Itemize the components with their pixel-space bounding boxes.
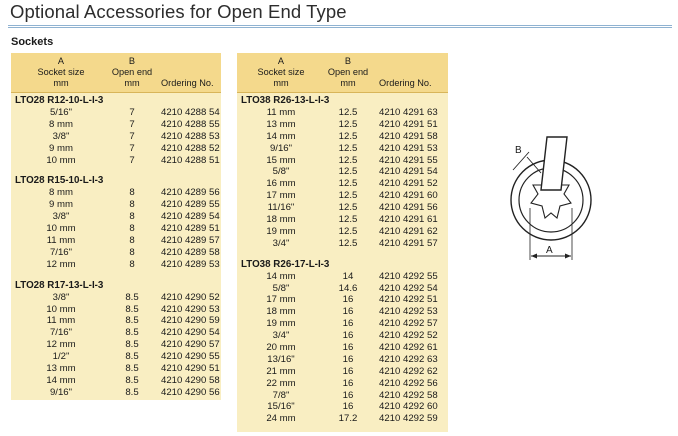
socket-size-cell: 1/2"	[52, 351, 70, 363]
ordering-no-cell: 4210 4291 55	[379, 154, 438, 166]
table-row	[11, 315, 221, 327]
col-a-label: A	[57, 56, 65, 66]
socket-size-cell: 5/8"	[272, 166, 290, 178]
socket-size-cell: 3/8"	[52, 291, 70, 303]
open-end-cell: 8.5	[125, 351, 139, 363]
table-row	[237, 178, 448, 190]
table-row	[237, 366, 448, 378]
table-row	[237, 401, 448, 413]
table-row	[11, 363, 221, 375]
table-row	[11, 143, 221, 155]
table-row	[11, 223, 221, 235]
socket-size-cell: 3/8"	[52, 211, 70, 223]
open-end-cell: 8	[129, 223, 135, 235]
open-end-cell: 8	[129, 235, 135, 247]
col-b-label: B	[128, 56, 136, 66]
col-ordering-header: Ordering No.	[161, 78, 214, 88]
ordering-no-cell: 4210 4290 55	[161, 351, 220, 363]
socket-size-cell: 10 mm	[46, 303, 76, 315]
open-end-cell: 8.5	[125, 327, 139, 339]
ordering-no-cell: 4210 4291 58	[379, 130, 438, 142]
socket-size-cell: 3/4"	[272, 237, 290, 249]
ordering-no-cell: 4210 4288 55	[161, 118, 220, 130]
table-row	[237, 226, 448, 238]
ordering-no-cell: 4210 4290 56	[161, 386, 220, 398]
col-b-sub2: mm	[124, 77, 140, 88]
socket-size-cell: 15 mm	[266, 154, 296, 166]
open-end-cell: 7	[129, 107, 135, 118]
group-gap	[11, 271, 221, 278]
socket-size-cell: 14 mm	[266, 270, 296, 282]
socket-size-cell: 17 mm	[266, 294, 296, 306]
open-end-cell: 12.5	[338, 237, 358, 249]
table-row	[11, 119, 221, 131]
open-end-cell: 8	[129, 211, 135, 223]
right-table	[237, 53, 448, 432]
open-end-cell: 12.5	[338, 142, 358, 154]
open-end-cell: 8	[129, 246, 135, 258]
ordering-no-cell: 4210 4289 54	[161, 211, 220, 223]
open-end-cell: 12.5	[338, 118, 358, 130]
section-heading: Sockets	[11, 36, 54, 48]
socket-size-cell: 7/8"	[272, 389, 290, 401]
open-end-cell: 7	[129, 142, 135, 154]
ordering-no-cell: 4210 4290 59	[161, 315, 220, 327]
col-b-header	[321, 56, 375, 88]
socket-size-cell: 7/16"	[49, 327, 73, 339]
socket-size-cell: 9 mm	[49, 199, 73, 211]
ordering-no-cell: 4210 4292 57	[379, 318, 438, 330]
ordering-no-cell: 4210 4288 54	[161, 107, 220, 118]
ordering-no-cell: 4210 4292 58	[379, 389, 438, 401]
socket-size-cell: 12 mm	[46, 258, 76, 270]
ordering-no-cell: 4210 4291 57	[379, 237, 438, 249]
socket-size-cell: 3/4"	[272, 330, 290, 342]
model-title: LTO38 R26-13-L-I-3	[241, 95, 330, 106]
open-end-cell: 12.5	[338, 166, 358, 178]
col-ordering-header: Ordering No.	[379, 78, 432, 88]
open-end-cell: 16	[342, 318, 354, 330]
ordering-no-cell: 4210 4292 53	[379, 306, 438, 318]
socket-size-cell: 10 mm	[46, 154, 76, 166]
table-row	[11, 247, 221, 259]
open-end-cell: 8	[129, 199, 135, 211]
ordering-no-cell: 4210 4291 63	[379, 107, 438, 118]
open-end-cell: 16	[342, 342, 354, 354]
socket-size-cell: 18 mm	[266, 214, 296, 226]
table-row	[237, 119, 448, 131]
open-end-cell: 14	[342, 270, 354, 282]
table-row	[237, 283, 448, 295]
table-row	[11, 304, 221, 316]
ordering-no-cell: 4210 4291 61	[379, 214, 438, 226]
col-a-sub1: Socket size	[37, 66, 85, 77]
table-row	[11, 131, 221, 143]
table-row	[237, 354, 448, 366]
table-row	[237, 143, 448, 155]
model-title: LTO28 R12-10-L-I-3	[15, 95, 104, 106]
socket-size-cell: 5/16"	[49, 107, 73, 118]
open-end-cell: 8.5	[125, 315, 139, 327]
table-row	[237, 318, 448, 330]
socket-size-cell: 9/16"	[269, 142, 293, 154]
socket-size-cell: 11 mm	[46, 315, 76, 327]
ordering-no-cell: 4210 4290 57	[161, 339, 220, 351]
col-b-sub2: mm	[340, 77, 356, 88]
table-row	[237, 390, 448, 402]
socket-size-cell: 13/16"	[267, 353, 295, 365]
open-end-cell: 16	[342, 389, 354, 401]
ordering-no-cell: 4210 4290 54	[161, 327, 220, 339]
ordering-no-cell: 4210 4290 58	[161, 374, 220, 386]
table-row	[237, 131, 448, 143]
table-row	[11, 155, 221, 167]
col-b-sub1: Open end	[327, 66, 369, 77]
table-row	[237, 190, 448, 202]
open-end-cell: 12.5	[338, 130, 358, 142]
ordering-no-cell: 4210 4289 55	[161, 199, 220, 211]
open-end-cell: 12.5	[338, 214, 358, 226]
socket-size-cell: 12 mm	[46, 339, 76, 351]
table-row	[237, 238, 448, 250]
open-end-cell: 8	[129, 187, 135, 199]
col-b-header	[105, 56, 159, 88]
open-end-cell: 17.2	[338, 413, 358, 425]
left-table-body	[11, 94, 221, 399]
ordering-no-cell: 4210 4288 51	[161, 154, 220, 166]
socket-size-cell: 15/16"	[267, 401, 295, 413]
ordering-no-cell: 4210 4291 53	[379, 142, 438, 154]
table-header	[11, 53, 221, 93]
col-a-header	[17, 56, 105, 88]
open-end-cell: 16	[342, 377, 354, 389]
table-row	[237, 271, 448, 283]
socket-size-cell: 10 mm	[46, 223, 76, 235]
socket-diagram	[505, 135, 615, 260]
col-b-label: B	[344, 56, 352, 66]
col-a-sub1: Socket size	[257, 66, 305, 77]
open-end-cell: 12.5	[338, 178, 358, 190]
ordering-no-cell: 4210 4289 51	[161, 223, 220, 235]
open-end-cell: 8.5	[125, 291, 139, 303]
ordering-no-cell: 4210 4290 53	[161, 303, 220, 315]
ordering-no-cell: 4210 4291 51	[379, 118, 438, 130]
open-end-cell: 16	[342, 365, 354, 377]
table-row	[237, 330, 448, 342]
ordering-no-cell: 4210 4290 52	[161, 291, 220, 303]
open-end-cell: 12.5	[338, 190, 358, 202]
ordering-no-cell: 4210 4292 60	[379, 401, 438, 413]
open-end-cell: 16	[342, 306, 354, 318]
table-row	[11, 327, 221, 339]
socket-size-cell: 14 mm	[266, 130, 296, 142]
socket-size-cell: 9 mm	[49, 142, 73, 154]
socket-size-cell: 17 mm	[266, 190, 296, 202]
table-row	[11, 339, 221, 351]
open-slot-icon	[541, 137, 567, 190]
table-row	[11, 375, 221, 387]
table-row	[11, 107, 221, 119]
table-row	[11, 211, 221, 223]
socket-size-cell: 13 mm	[46, 363, 76, 375]
table-row	[11, 187, 221, 199]
table-row	[237, 155, 448, 167]
open-end-cell: 8.5	[125, 386, 139, 398]
ordering-no-cell: 4210 4292 51	[379, 294, 438, 306]
socket-size-cell: 16 mm	[266, 178, 296, 190]
table-row	[237, 342, 448, 354]
table-row	[237, 166, 448, 178]
open-end-cell: 16	[342, 401, 354, 413]
ordering-no-cell: 4210 4288 52	[161, 142, 220, 154]
table-row	[237, 202, 448, 214]
label-a: A	[546, 245, 553, 256]
ordering-no-cell: 4210 4291 62	[379, 225, 438, 237]
socket-size-cell: 19 mm	[266, 318, 296, 330]
open-end-cell: 8.5	[125, 374, 139, 386]
open-end-cell: 7	[129, 130, 135, 142]
ordering-no-cell: 4210 4292 62	[379, 365, 438, 377]
ordering-no-cell: 4210 4292 56	[379, 377, 438, 389]
socket-size-cell: 8 mm	[49, 187, 73, 199]
open-end-cell: 7	[129, 154, 135, 166]
table-row	[11, 351, 221, 363]
ordering-no-cell: 4210 4291 60	[379, 190, 438, 202]
right-table-body	[237, 94, 448, 425]
open-end-cell: 12.5	[338, 202, 358, 214]
ordering-no-cell: 4210 4292 59	[379, 413, 438, 425]
open-end-cell: 14.6	[338, 282, 358, 294]
table-row	[237, 294, 448, 306]
page-title: Optional Accessories for Open End Type	[10, 1, 347, 22]
title-rule	[8, 25, 672, 28]
socket-size-cell: 5/8"	[272, 282, 290, 294]
socket-size-cell: 19 mm	[266, 225, 296, 237]
socket-size-cell: 11 mm	[46, 235, 76, 247]
ordering-no-cell: 4210 4289 57	[161, 235, 220, 247]
group-gap	[237, 250, 448, 257]
table-row	[237, 107, 448, 119]
socket-size-cell: 18 mm	[266, 306, 296, 318]
socket-size-cell: 14 mm	[46, 374, 76, 386]
col-b-sub1: Open end	[111, 66, 153, 77]
ordering-no-cell: 4210 4291 56	[379, 202, 438, 214]
ordering-no-cell: 4210 4289 58	[161, 246, 220, 258]
open-end-cell: 12.5	[338, 107, 358, 118]
socket-size-cell: 22 mm	[266, 377, 296, 389]
table-row	[11, 199, 221, 211]
ordering-no-cell: 4210 4292 63	[379, 353, 438, 365]
socket-size-cell: 13 mm	[266, 118, 296, 130]
open-end-cell: 8.5	[125, 303, 139, 315]
socket-size-cell: 11/16"	[267, 202, 295, 214]
socket-size-cell: 3/8"	[52, 130, 70, 142]
col-a-header	[237, 56, 325, 88]
table-row	[11, 292, 221, 304]
open-end-cell: 8.5	[125, 363, 139, 375]
open-end-cell: 8	[129, 258, 135, 270]
open-end-cell: 8.5	[125, 339, 139, 351]
ordering-no-cell: 4210 4292 52	[379, 330, 438, 342]
socket-size-cell: 9/16"	[49, 386, 73, 398]
model-title: LTO38 R26-17-L-I-3	[241, 258, 330, 270]
table-row	[237, 413, 448, 425]
open-end-cell: 12.5	[338, 225, 358, 237]
col-a-label: A	[277, 56, 285, 66]
table-row	[237, 214, 448, 226]
open-end-cell: 16	[342, 294, 354, 306]
socket-size-cell: 24 mm	[266, 413, 296, 425]
open-end-cell: 12.5	[338, 154, 358, 166]
table-row	[11, 387, 221, 399]
ordering-no-cell: 4210 4290 51	[161, 363, 220, 375]
table-row	[237, 306, 448, 318]
table-header	[237, 53, 448, 93]
table-row	[237, 378, 448, 390]
col-a-sub2: mm	[273, 77, 289, 88]
open-end-cell: 7	[129, 118, 135, 130]
open-end-cell: 16	[342, 330, 354, 342]
group-gap	[11, 166, 221, 173]
open-end-cell: 16	[342, 353, 354, 365]
model-title: LTO28 R15-10-L-I-3	[15, 175, 104, 187]
socket-size-cell: 7/16"	[49, 246, 73, 258]
ordering-no-cell: 4210 4289 53	[161, 258, 220, 270]
label-b: B	[515, 145, 522, 156]
socket-size-cell: 20 mm	[266, 342, 296, 354]
ordering-no-cell: 4210 4289 56	[161, 187, 220, 199]
ordering-no-cell: 4210 4288 53	[161, 130, 220, 142]
col-a-sub2: mm	[53, 77, 69, 88]
ordering-no-cell: 4210 4292 61	[379, 342, 438, 354]
model-title: LTO28 R17-13-L-I-3	[15, 279, 104, 291]
table-row	[11, 235, 221, 247]
socket-size-cell: 11 mm	[266, 107, 296, 118]
ordering-no-cell: 4210 4292 55	[379, 270, 438, 282]
socket-size-cell: 8 mm	[49, 118, 73, 130]
left-table	[11, 53, 221, 400]
ordering-no-cell: 4210 4291 52	[379, 178, 438, 190]
ordering-no-cell: 4210 4292 54	[379, 282, 438, 294]
socket-size-cell: 21 mm	[266, 365, 296, 377]
ordering-no-cell: 4210 4291 54	[379, 166, 438, 178]
table-row	[11, 259, 221, 271]
